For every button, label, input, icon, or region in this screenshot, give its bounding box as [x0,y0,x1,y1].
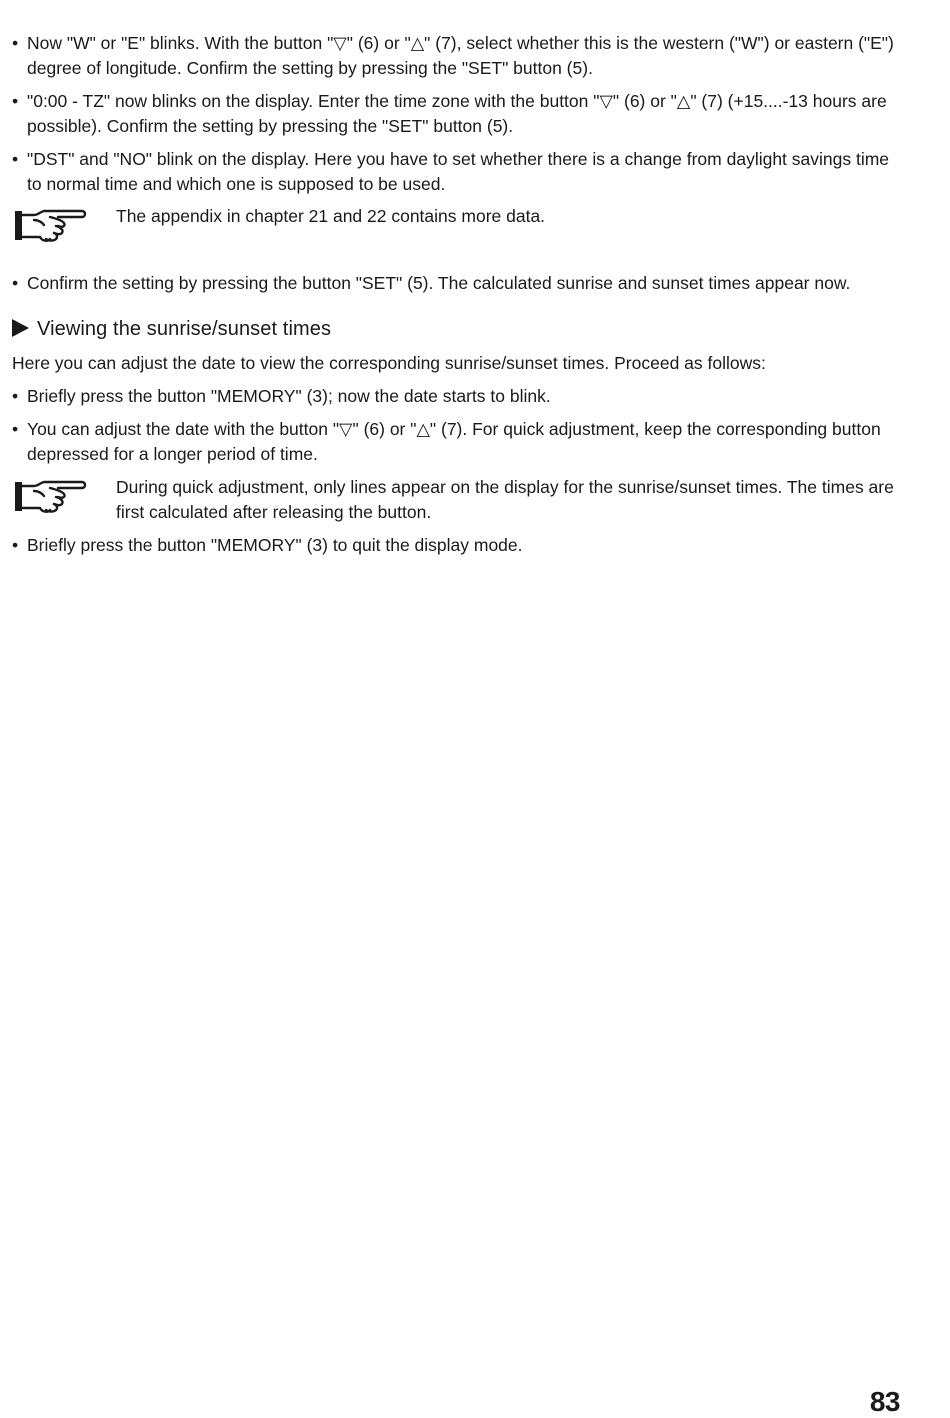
list-item [12,271,902,296]
section-intro: Here you can adjust the date to view the corresponding sunrise/sunset times. Proceed as follows: [12,353,766,373]
list-item-text: "0:00 - TZ" now blinks on the display. Enter the time zone with the button "▽" (6) or "△" (7) (+15....-13 hours are possible). Confirm the setting by pressing the "SET" button (5). [27,91,887,136]
list-item-text: Briefly press the button "MEMORY" (3) to quit the display mode. [27,535,523,555]
bullet-dot: • [12,33,19,53]
list-item [12,533,902,558]
pointing-hand-icon [12,475,92,515]
bullet-dot: • [12,419,19,439]
list-item-text: You can adjust the date with the button "▽" (6) or "△" (7). For quick adjustment, keep the corresponding button depressed for a longer period of time. [27,419,881,464]
list-item [12,147,902,197]
bullet-dot: • [12,386,19,406]
list-item [12,89,902,139]
pointing-hand-icon [12,204,92,244]
list-item-text: Confirm the setting by pressing the button "SET" (5). The calculated sunrise and sunset times appear now. [27,273,851,293]
note-text: During quick adjustment, only lines appear on the display for the sunrise/sunset times. The times are first calculated after releasing the button. [116,477,894,522]
list-item-text: Briefly press the button "MEMORY" (3); now the date starts to blink. [27,386,551,406]
list-item-text: "DST" and "NO" blink on the display. Here you have to set whether there is a change from daylight savings time to normal time and which one is supposed to be used. [27,149,890,194]
bullet-dot: • [12,91,19,111]
list-item-text: Now "W" or "E" blinks. With the button "▽" (6) or "△" (7), select whether this is the western ("W") or eastern ("E") degree of longitude. Confirm the setting by pressing the "SET" button (5). [27,33,894,78]
list-item [12,31,902,81]
section-heading [12,315,331,343]
note-block [12,475,902,525]
bullet-dot: • [12,149,19,169]
section-title: Viewing the sunrise/sunset times [37,318,332,340]
list-item [12,417,902,467]
list-item [12,384,902,409]
bullet-dot: • [12,273,19,293]
note-text: The appendix in chapter 21 and 22 contains more data. [116,206,546,226]
triangle-right-icon [12,319,29,337]
note-block [12,204,902,229]
bullet-dot: • [12,535,19,555]
page-number: 83 [869,1386,900,1417]
